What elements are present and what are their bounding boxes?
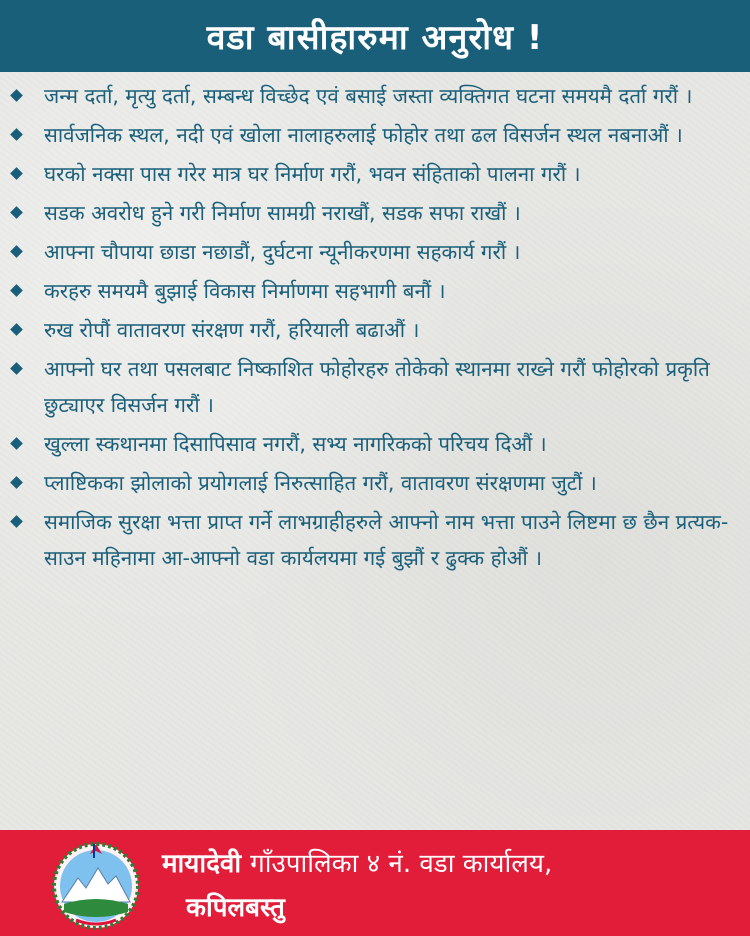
government-emblem-icon xyxy=(46,838,146,930)
list-item xyxy=(0,351,750,423)
diamond-bullet-icon xyxy=(10,476,23,489)
list-item xyxy=(0,273,750,309)
header-banner xyxy=(0,0,750,72)
list-item xyxy=(0,117,750,153)
list-item-text: सडक अवरोध हुने गरी निर्माण सामग्री नराखौं, सडक सफा राखौं । xyxy=(44,201,521,225)
diamond-bullet-icon xyxy=(10,167,23,180)
list-item-text: घरको नक्सा पास गरेर मात्र घर निर्माण गरौं, भवन संहिताको पालना गरौं । xyxy=(44,162,581,186)
list-item-text: रुख रोपौं वातावरण संरक्षण गरौं, हरियाली बढाऔं । xyxy=(44,318,420,342)
list-item xyxy=(0,312,750,348)
list-item xyxy=(0,195,750,231)
footer-banner xyxy=(0,830,750,936)
diamond-bullet-icon xyxy=(10,284,23,297)
diamond-bullet-icon xyxy=(10,206,23,219)
list-item xyxy=(0,426,750,462)
diamond-bullet-icon xyxy=(10,323,23,336)
list-item-text: खुल्ला स्कथानमा दिसापिसाव नगरौं, सभ्य नागरिकको परिचय दिऔं । xyxy=(44,432,547,456)
list-item-text: सार्वजनिक स्थल, नदी एवं खोला नालाहरुलाई फोहोर तथा ढल विसर्जन स्थल नबनाऔं । xyxy=(44,123,683,147)
diamond-bullet-icon xyxy=(10,89,23,102)
office-name: गाँउपालिका ४ नं. वडा कार्यालय, xyxy=(250,849,553,879)
municipality-name: मायादेवी xyxy=(162,849,242,879)
list-item-text: प्लाष्टिकका झोलाको प्रयोगलाई निरुत्साहित गरौं, वातावरण संरक्षणमा जुटौं । xyxy=(44,471,597,495)
list-item-text: आफ्नो घर तथा पसलबाट निष्काशित फोहोरहरु तोकेको स्थानमा राख्ने गरौं फोहोरको प्रकृति छुट्याएर विसर्जन गरौं । xyxy=(44,357,710,417)
diamond-bullet-icon xyxy=(10,437,23,450)
diamond-bullet-icon xyxy=(10,362,23,375)
page-title: वडा बासीहारुमा अनुरोध ! xyxy=(206,18,544,58)
list-item xyxy=(0,465,750,501)
list-item-text: समाजिक सुरक्षा भत्ता प्राप्त गर्ने लाभग्राहीहरुले आफ्नो नाम भत्ता पाउने लिष्टमा छ छैन प्रत्यक-साउन महिनामा आ-आफ्नो वडा कार्यलयमा गई बुझौं र ढुक्क होऔं । xyxy=(44,510,729,570)
list-item-text: आफ्ना चौपाया छाडा नछाडौं, दुर्घटना न्यूनीकरणमा सहकार्य गरौं । xyxy=(44,240,521,264)
list-item-text: जन्म दर्ता, मृत्यु दर्ता, सम्बन्ध विच्छेद एवं बसाई जस्ता व्यक्तिगत घटना समयमै दर्ता गरौं । xyxy=(44,84,693,108)
request-list xyxy=(0,78,750,579)
list-item xyxy=(0,234,750,270)
list-item xyxy=(0,504,750,576)
district-name: कपिलबस्तु xyxy=(186,893,285,923)
list-item-text: करहरु समयमै बुझाई विकास निर्माणमा सहभागी बनौं । xyxy=(44,279,446,303)
list-item xyxy=(0,78,750,114)
diamond-bullet-icon xyxy=(10,245,23,258)
diamond-bullet-icon xyxy=(10,128,23,141)
list-item xyxy=(0,156,750,192)
diamond-bullet-icon xyxy=(10,515,23,528)
footer-office-line xyxy=(162,844,552,880)
